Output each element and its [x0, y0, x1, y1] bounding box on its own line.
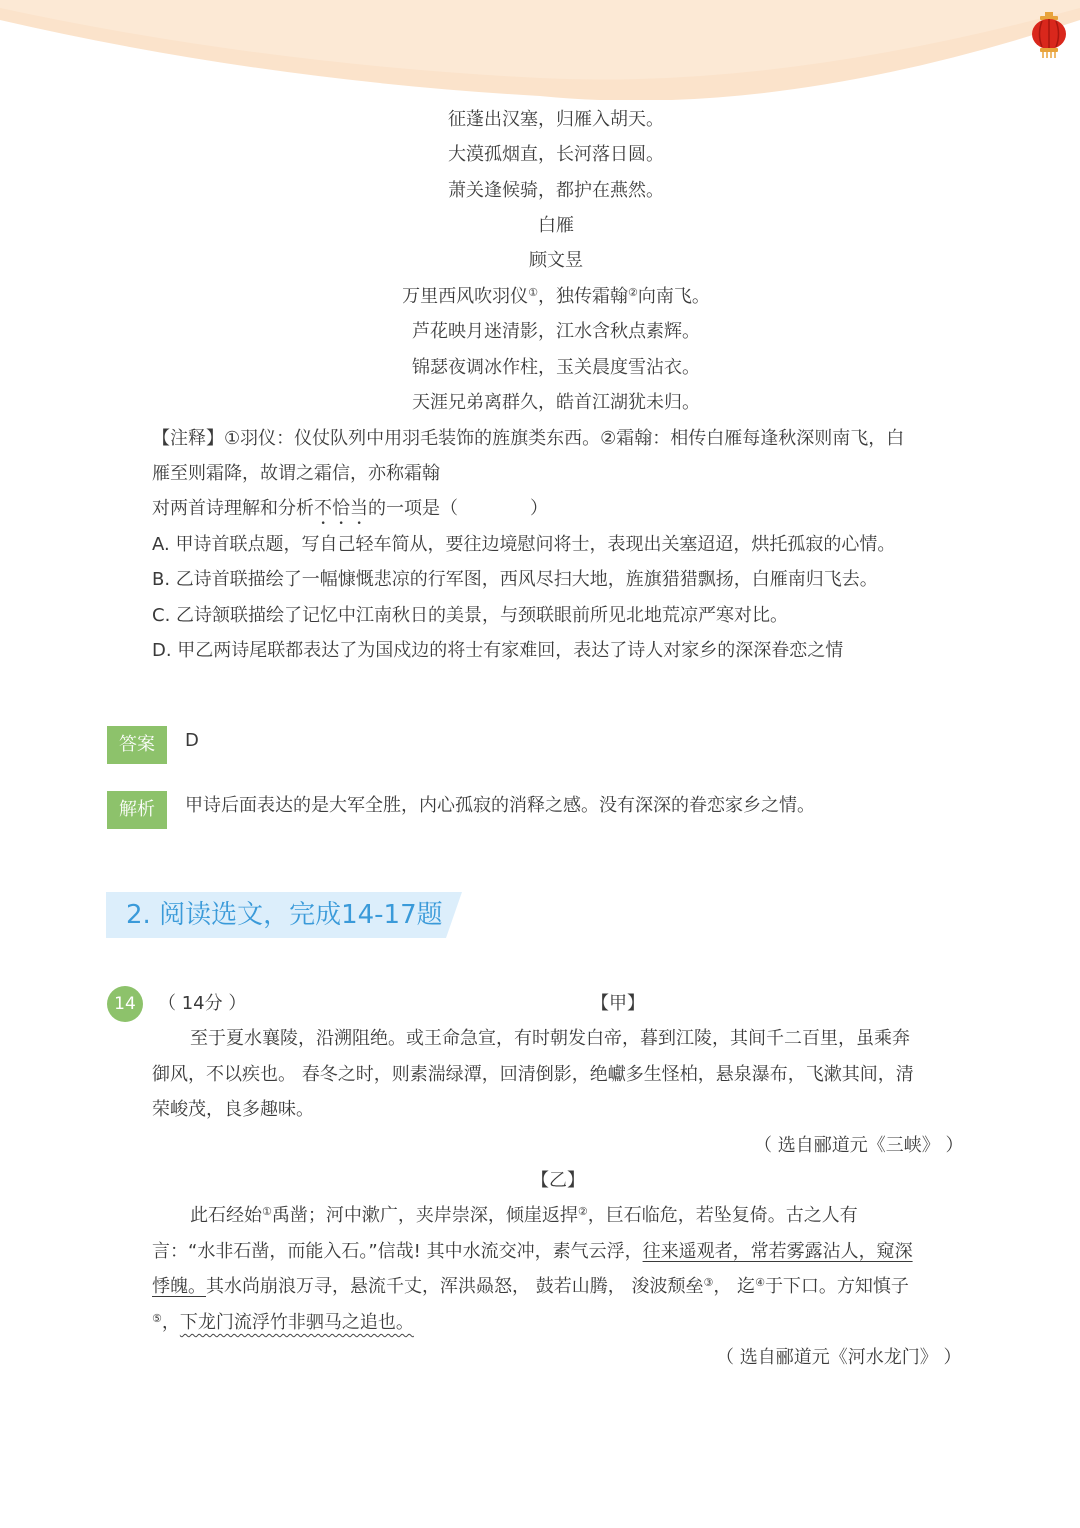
yi-note-marker-3: ③	[703, 1276, 714, 1289]
yi-text-line-1	[190, 1203, 858, 1229]
yi-text-line-4	[152, 1310, 414, 1336]
poem-yi-line-4: 天涯兄弟离群久，皓首江湖犹未归。	[412, 392, 700, 413]
jia-text-line-3: 荣峻茂，良多趣味。	[152, 1099, 314, 1120]
yi-l3-underlined: 悸魄。	[152, 1276, 206, 1297]
jia-text-line-2: 御风，不以疾也。 春冬之时，则素湍绿潭，回清倒影，绝巘多生怪柏，悬泉瀑布，飞漱其间，清	[152, 1064, 914, 1085]
poem-yi-line-1	[0, 284, 1080, 310]
yi-l1-c: ，巨石临危，若坠复倚。古之人有	[587, 1205, 858, 1226]
poem-jia-line-1: 征蓬出汉塞，归雁入胡天。	[448, 109, 664, 130]
section-title: 2. 阅读选文，完成14-17题	[126, 900, 443, 930]
option-b: B. 乙诗首联描绘了一幅慷慨悲凉的行军图，西风尽扫大地，旌旗猎猎飘扬，白雁南归飞去。	[152, 569, 878, 590]
yi-l4-wavy-underlined: 下龙门流浮竹非驷马之追也。	[179, 1312, 414, 1333]
yi-l1-b: 禹凿；河中漱广，夹岸崇深，倾崖返捍	[271, 1205, 578, 1226]
yi-text-line-2	[152, 1239, 913, 1265]
yi-note-marker-1: ①	[262, 1205, 272, 1218]
yi-l4-a: ，	[161, 1312, 180, 1333]
yi-text-line-3	[152, 1274, 909, 1300]
yi-source: （ 选自郦道元《河水龙门》 ）	[716, 1347, 962, 1368]
top-banner	[0, 0, 1080, 100]
question-stem-a: 对两首诗理解和分析	[152, 498, 314, 519]
yi-l3-d: 于下口。方知慎子	[764, 1276, 909, 1297]
option-c: C. 乙诗颔联描绘了记忆中江南秋日的美景，与颈联眼前所见北地荒凉严寒对比。	[152, 605, 789, 626]
yi-l3-c: ， 迄	[713, 1276, 756, 1297]
option-d: D. 甲乙两诗尾联都表达了为国戍边的将士有家难回，表达了诗人对家乡的深深眷恋之情	[152, 640, 844, 661]
answer-value: D	[185, 730, 199, 751]
jia-text-line-1: 至于夏水襄陵，沿溯阻绝。或王命急宣，有时朝发白帝，暮到江陵，其间千二百里，虽乘奔	[190, 1028, 910, 1049]
note-marker-1: ①	[528, 286, 538, 299]
poem-yi-line-3: 锦瑟夜调冰作柱，玉关晨度雪沾衣。	[412, 357, 700, 378]
note-line-1: 【注释】①羽仪：仪仗队列中用羽毛装饰的旌旗类东西。②霜翰：相传白雁每逢秋深则南飞，白	[152, 428, 905, 449]
jia-source: （ 选自郦道元《三峡》 ）	[754, 1135, 964, 1156]
option-a: A. 甲诗首联点题，写自己轻车简从，要往边境慰问将士，表现出关塞迢迢，烘托孤寂的心情。	[152, 534, 896, 555]
poem-yi-line-1-c: 向南飞。	[637, 286, 710, 307]
poem-yi-line-1-a: 万里西风吹羽仪	[402, 286, 529, 307]
note-line-2: 雁至则霜降，故谓之霜信，亦称霜翰	[152, 463, 440, 484]
yi-l1-a: 此石经始	[190, 1205, 262, 1226]
poem-yi-author: 顾文昱	[529, 250, 583, 271]
analysis-tag: 解析	[107, 791, 167, 829]
yi-l2-a: 言：“水非石凿，而能入石。”信哉! 其中水流交冲，素气云浮，	[152, 1241, 643, 1262]
yi-l3-b: 其水尚崩浪万寻，悬流千丈，浑洪赑怒， 鼓若山腾， 浚波颓垒	[206, 1276, 704, 1297]
yi-note-marker-2: ②	[577, 1205, 588, 1218]
question-stem	[152, 496, 548, 529]
poem-yi-line-1-b: ，独传霜翰	[538, 286, 628, 307]
question-stem-emphasis: 不恰当	[314, 498, 368, 519]
answer-tag: 答案	[107, 726, 167, 764]
poem-jia-line-2: 大漠孤烟直，长河落日圆。	[448, 144, 664, 165]
yi-l2-underlined: 往来遥观者，常若雾露沾人，窥深	[642, 1241, 913, 1262]
lantern-icon	[1028, 12, 1070, 58]
question-score: （ 14分 ）	[158, 993, 247, 1014]
analysis-text: 甲诗后面表达的是大军全胜，内心孤寂的消释之感。没有深深的眷恋家乡之情。	[185, 795, 815, 816]
yi-note-marker-4: ④	[755, 1276, 765, 1289]
heading-jia: 【甲】	[591, 993, 645, 1014]
poem-yi-title: 白雁	[538, 215, 574, 236]
heading-yi: 【乙】	[531, 1170, 585, 1191]
section-heading	[106, 892, 466, 938]
note-marker-2: ②	[628, 286, 638, 299]
poem-jia-line-3: 萧关逢候骑，都护在燕然。	[448, 180, 664, 201]
poem-yi-line-2: 芦花映月迷清影，江水含秋点素辉。	[412, 321, 700, 342]
yi-note-marker-5: ⑤	[152, 1312, 162, 1325]
question-stem-b: 的一项是（ ）	[368, 498, 548, 519]
question-number-badge: 14	[107, 986, 143, 1022]
